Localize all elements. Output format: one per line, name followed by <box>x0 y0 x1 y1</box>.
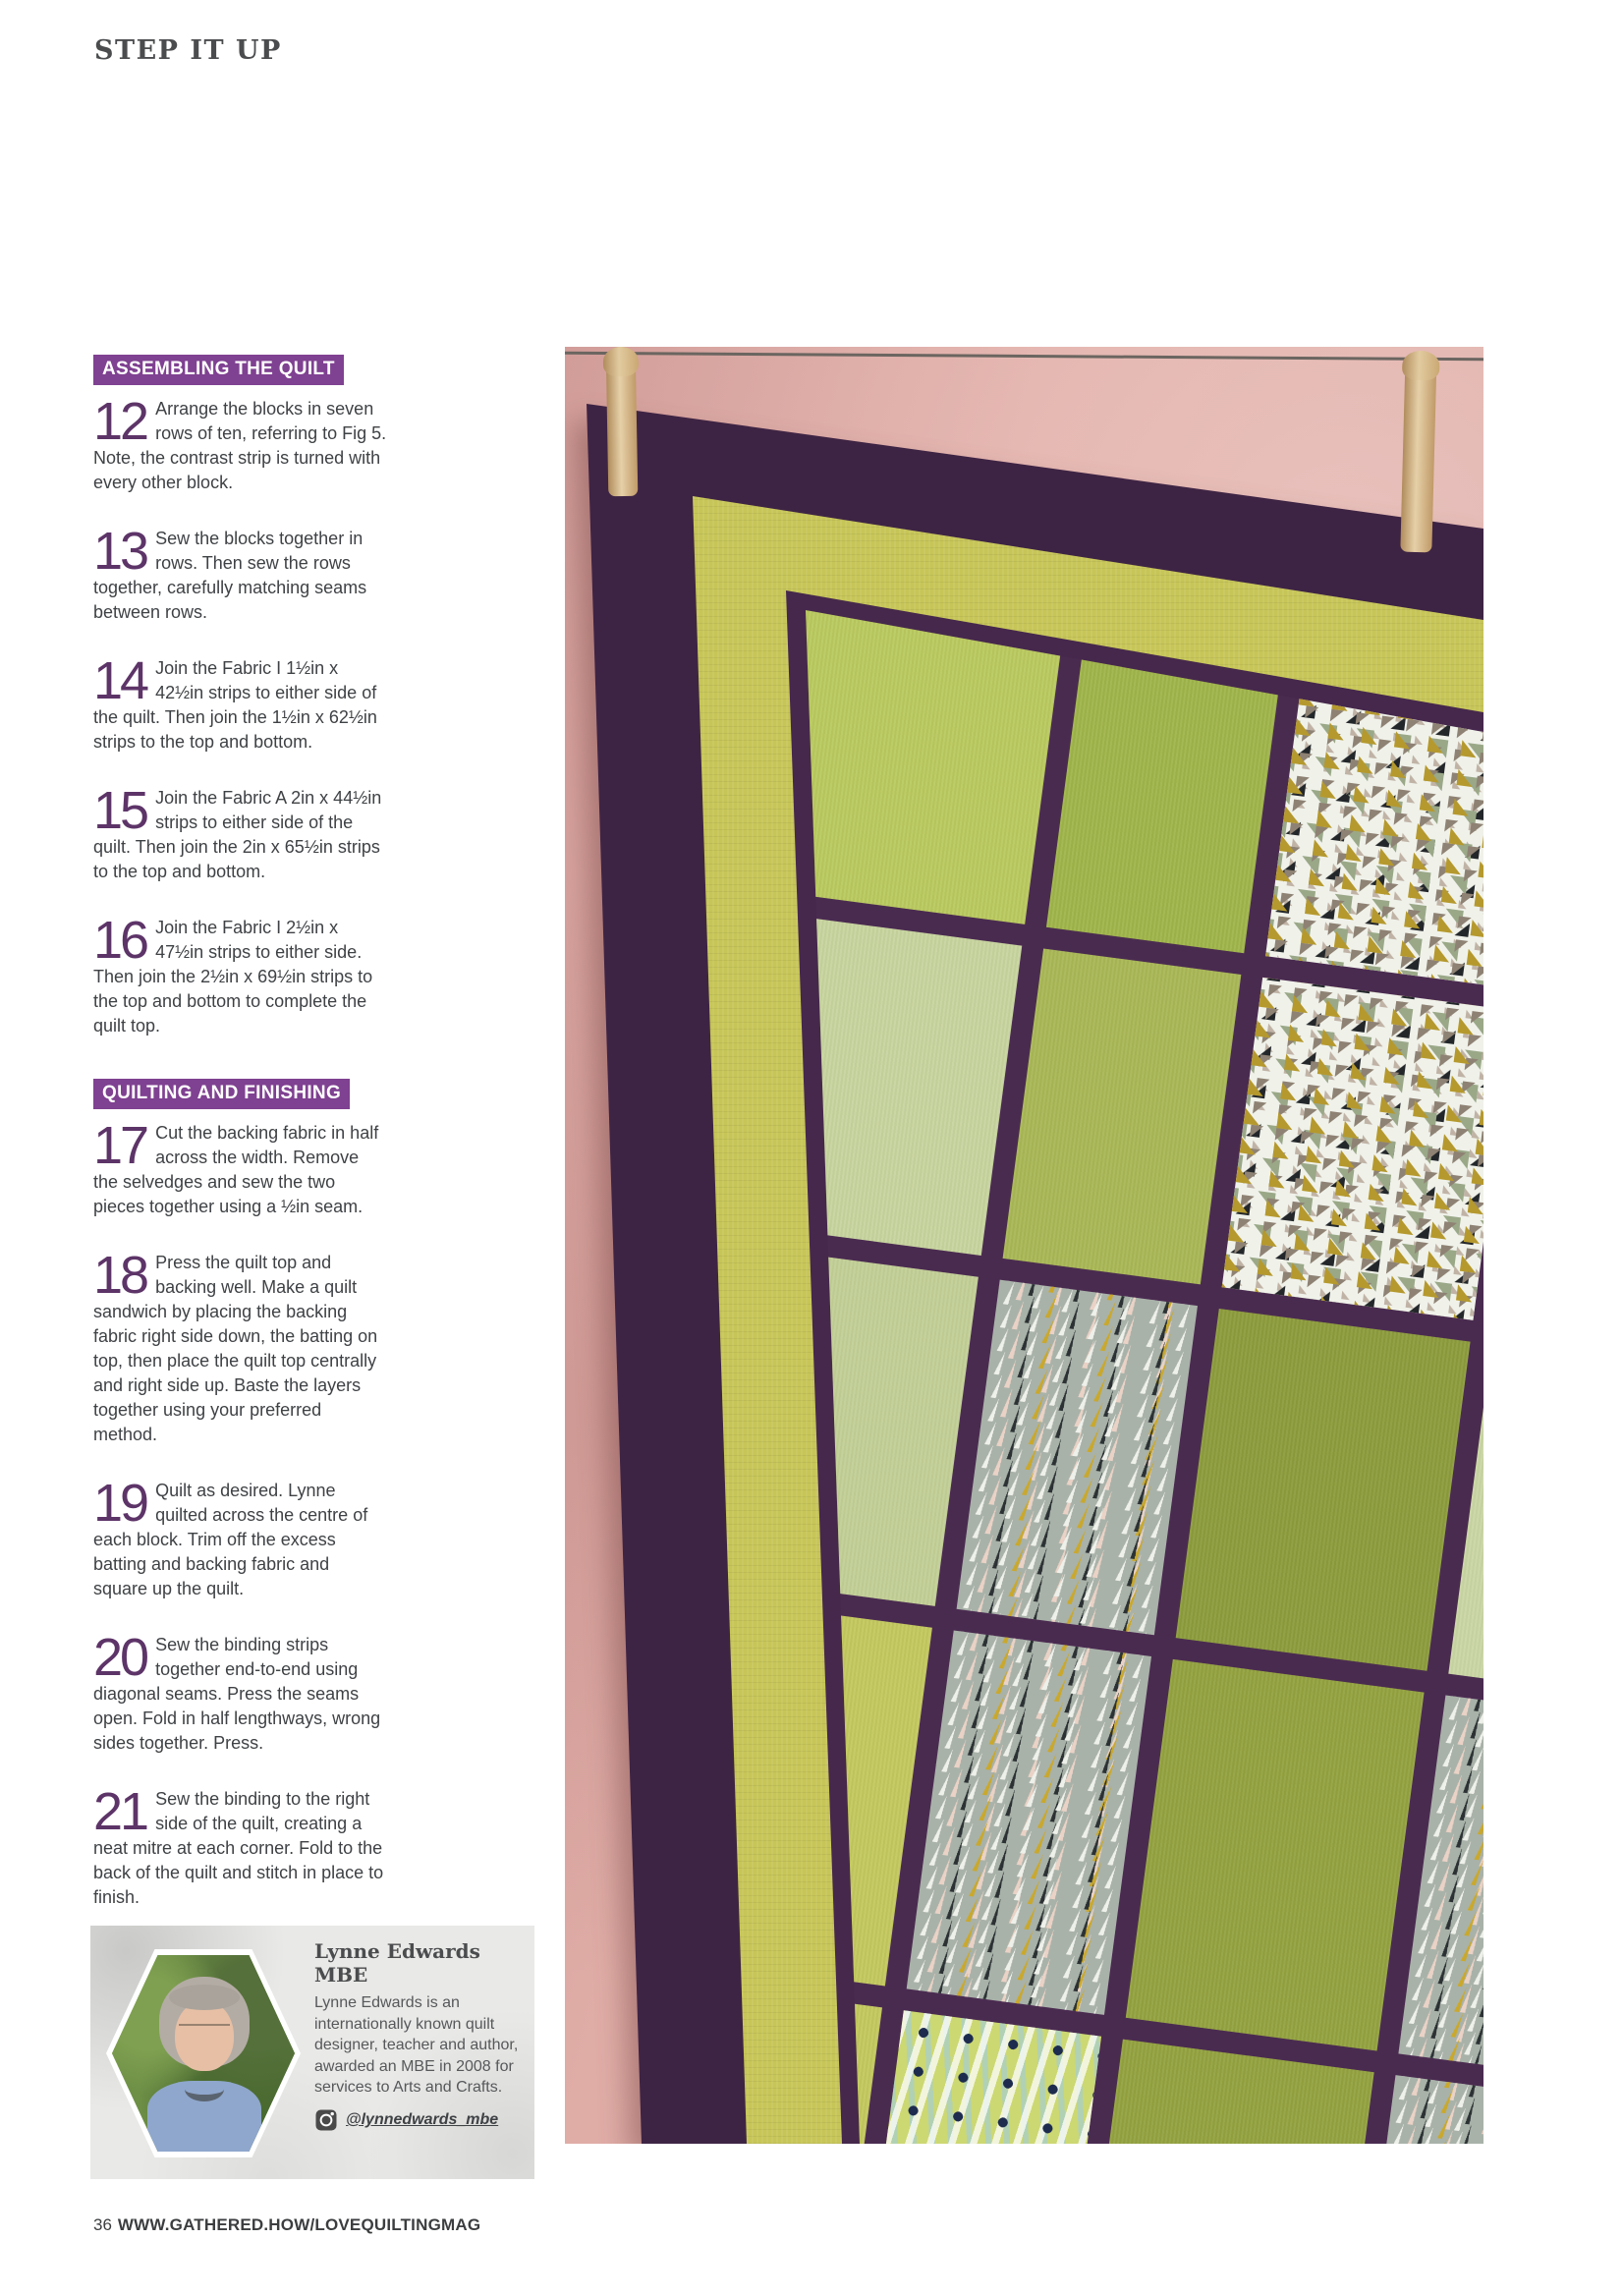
step-number: 15 <box>93 781 147 840</box>
quilt-patch-triangle-print <box>1222 978 1483 1320</box>
author-portrait <box>112 1955 295 2152</box>
step-18 <box>93 1246 388 1447</box>
step-12 <box>93 392 388 495</box>
step-14 <box>93 651 388 755</box>
step-text: Press the quilt top and backing well. Make a quilt sandwich by placing the backing fabric right side down, the batting on top, then place the quilt top centrally and right side up. Baste the layers together using your preferred method. <box>93 1253 378 1444</box>
section-assembling <box>93 355 388 1070</box>
clothespin-body <box>1400 374 1436 553</box>
step-20 <box>93 1628 388 1756</box>
portrait-glasses <box>179 2024 230 2038</box>
step-text: Quilt as desired. Lynne quilted across the centre of each block. Trim off the excess batting and backing fabric and square up the quilt. <box>93 1481 368 1598</box>
quilt-patch <box>1176 1309 1471 1671</box>
quilt-shadow <box>565 347 1483 2144</box>
step-text: Join the Fabric I 2½in x 47½in strips to either side. Then join the 2½in x 69½in strips to the top and bottom to complete the quilt top. <box>93 918 373 1036</box>
footer-url: WWW.GATHERED.HOW/LOVEQUILTINGMAG <box>117 2215 481 2234</box>
step-number: 19 <box>93 1474 147 1533</box>
section-quilting <box>93 1079 388 1941</box>
step-number: 14 <box>93 651 147 710</box>
step-text: Sew the blocks together in rows. Then sew the rows together, carefully matching seams between rows. <box>93 529 367 622</box>
quilt-patch-tree-print <box>907 1631 1151 2015</box>
page-footer <box>93 2215 480 2235</box>
step-17 <box>93 1116 388 1219</box>
portrait-fringe <box>169 1985 240 2010</box>
section-title: ASSEMBLING THE QUILT <box>93 355 344 385</box>
step-number: 16 <box>93 911 147 970</box>
clothespin-head <box>1402 351 1440 381</box>
instagram-icon <box>314 2108 338 2132</box>
quilt-patch <box>1003 949 1242 1285</box>
clothespin-body <box>606 370 638 497</box>
step-text: Arrange the blocks in seven rows of ten, referring to Fig 5. Note, the contrast strip is turned with every other block. <box>93 399 387 492</box>
step-number: 17 <box>93 1116 147 1175</box>
quilt-patch <box>1068 2040 1374 2144</box>
step-text: Join the Fabric I 1½in x 42½in strips to either side of the quilt. Then join the 1½in x 62½in strips to the top and bottom. <box>93 658 377 752</box>
step-number: 12 <box>93 392 147 451</box>
quilt-patch <box>1126 1659 1425 2051</box>
quilt-photo <box>565 347 1483 2144</box>
section-title: QUILTING AND FINISHING <box>93 1079 350 1109</box>
portrait-necklace <box>185 2077 224 2101</box>
author-photo-frame <box>106 1949 301 2157</box>
author-text <box>314 1939 523 2099</box>
step-text: Sew the binding strips together end-to-end using diagonal seams. Press the seams open. Fold in half lengthways, wrong sides together. Press. <box>93 1635 381 1753</box>
step-15 <box>93 781 388 884</box>
step-16 <box>93 911 388 1038</box>
quilt-patch-tree-print <box>957 1280 1198 1636</box>
step-19 <box>93 1474 388 1601</box>
step-number: 20 <box>93 1628 147 1687</box>
author-name: Lynne Edwards MBE <box>314 1939 480 1987</box>
step-number: 21 <box>93 1782 147 1841</box>
clothespin-head <box>603 347 640 376</box>
author-bio-box <box>90 1926 534 2179</box>
step-21 <box>93 1782 388 1910</box>
author-instagram <box>314 2108 498 2132</box>
step-number: 13 <box>93 522 147 581</box>
step-text: Cut the backing fabric in half across the width. Remove the selvedges and sew the two pieces together using a ½in seam. <box>93 1123 379 1216</box>
page-eyebrow: STEP IT UP <box>94 35 282 66</box>
step-number: 18 <box>93 1246 147 1305</box>
step-text: Join the Fabric A 2in x 44½in strips to either side of the quilt. Then join the 2in x 65½in strips to the top and bottom. <box>93 788 382 881</box>
quilt-patch <box>1046 646 1281 953</box>
quilt <box>565 347 1483 2144</box>
quilt-patch-dot-print <box>849 2010 1101 2144</box>
instagram-handle[interactable]: @lynnedwards_mbe <box>346 2111 499 2128</box>
clothespin-right <box>1397 351 1439 553</box>
step-13 <box>93 522 388 625</box>
step-text: Sew the binding to the right side of the quilt, creating a neat mitre at each corner. Fold to the back of the quilt and stitch in place to finish. <box>93 1789 384 1907</box>
clothespin-left <box>603 347 642 496</box>
author-description: Lynne Edwards is an internationally known quilt designer, teacher and author, awarded an MBE in 2008 for services to Arts and Crafts. <box>314 1994 519 2096</box>
page-number: 36 <box>93 2215 112 2234</box>
quilt-patchwork <box>565 610 1483 2144</box>
